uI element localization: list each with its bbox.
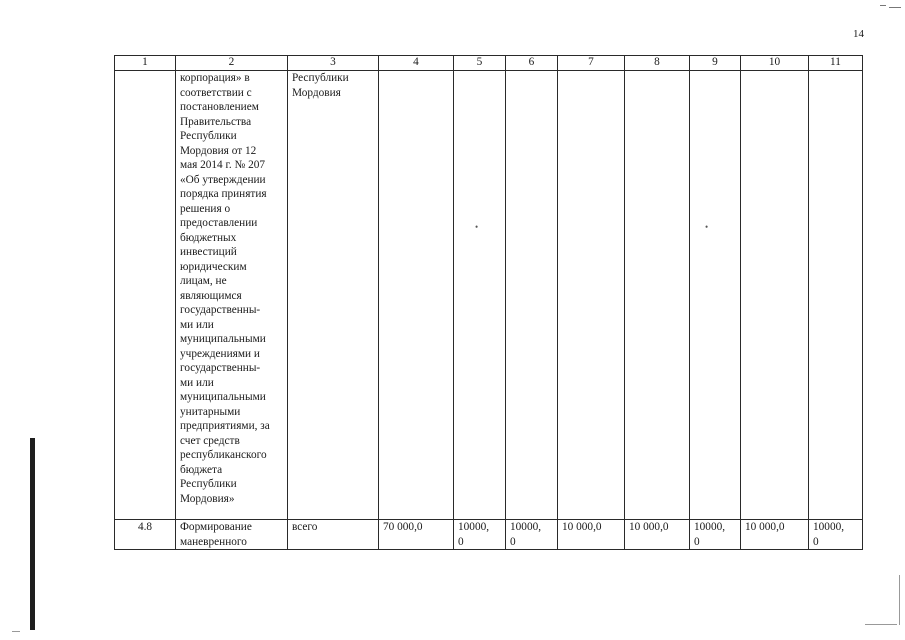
table-cell [558, 71, 625, 520]
table-cell [809, 71, 863, 520]
amount-cell [809, 520, 863, 550]
amount-cell [506, 520, 558, 550]
column-header: 11 [809, 56, 863, 71]
scan-edge-line [12, 631, 20, 632]
table-cell-description [176, 71, 288, 520]
amount-value: 10000, 0 [458, 521, 490, 548]
table-cell [379, 71, 454, 520]
budget-table [114, 55, 863, 550]
amount-value: 10000, 0 [694, 521, 726, 548]
amount-cell [625, 520, 690, 550]
column-header: 8 [625, 56, 690, 71]
table-cell-description [176, 520, 288, 550]
amount-value: 10 000,0 [562, 521, 602, 533]
table-cell [115, 71, 176, 520]
table-cell-source [288, 520, 379, 550]
amount-value: 10000, 0 [510, 521, 542, 548]
table-cell [625, 71, 690, 520]
amount-value: 10 000,0 [629, 521, 669, 533]
corner-mark [889, 7, 901, 8]
column-header: 4 [379, 56, 454, 71]
item-description-text: Формирование маневренного [180, 521, 252, 548]
amount-cell [558, 520, 625, 550]
table-cell [454, 71, 506, 520]
amount-cell [741, 520, 809, 550]
table-cell [506, 71, 558, 520]
column-header: 3 [288, 56, 379, 71]
table-row-continuation [115, 71, 863, 520]
column-header: 2 [176, 56, 288, 71]
page-number: 14 [853, 28, 864, 40]
item-description-text: корпорация» в соответствии с постановлением Правительства Республики Мордовия от 12 мая 2014 г. № 207 «Об утверждении порядка принятия решения о предоставлении бюджетных инвестиций юридическим лицам, не являющимся государственны- ми или муниципальными учреждениями и государственны- ми или муниципальными унитарными предприятиями, за счет средств республиканского бюджета Республики Мордовия» [180, 72, 270, 505]
amount-cell-total [379, 520, 454, 550]
amount-cell [454, 520, 506, 550]
table-cell [741, 71, 809, 520]
column-header: 1 [115, 56, 176, 71]
scan-edge-line [899, 575, 900, 625]
header-row [115, 56, 863, 71]
row-number-cell: 4.8 [115, 520, 176, 550]
amount-value: 10 000,0 [745, 521, 785, 533]
column-header: 6 [506, 56, 558, 71]
scan-edge-line [865, 624, 897, 625]
scan-edge-shadow [30, 438, 35, 630]
scan-speck: • [705, 222, 709, 232]
table-row-4-8 [115, 520, 863, 550]
column-header: 9 [690, 56, 741, 71]
table-cell-source [288, 71, 379, 520]
column-header: 7 [558, 56, 625, 71]
column-header: 10 [741, 56, 809, 71]
scan-speck: • [475, 222, 479, 232]
amount-value: 70 000,0 [383, 521, 423, 533]
funding-source-text: всего [292, 521, 318, 533]
amount-value: 10000, 0 [813, 521, 845, 548]
corner-mark [880, 5, 886, 6]
funding-source-text: Республики Мордовия [292, 72, 349, 99]
table-cell [690, 71, 741, 520]
column-header: 5 [454, 56, 506, 71]
amount-cell [690, 520, 741, 550]
